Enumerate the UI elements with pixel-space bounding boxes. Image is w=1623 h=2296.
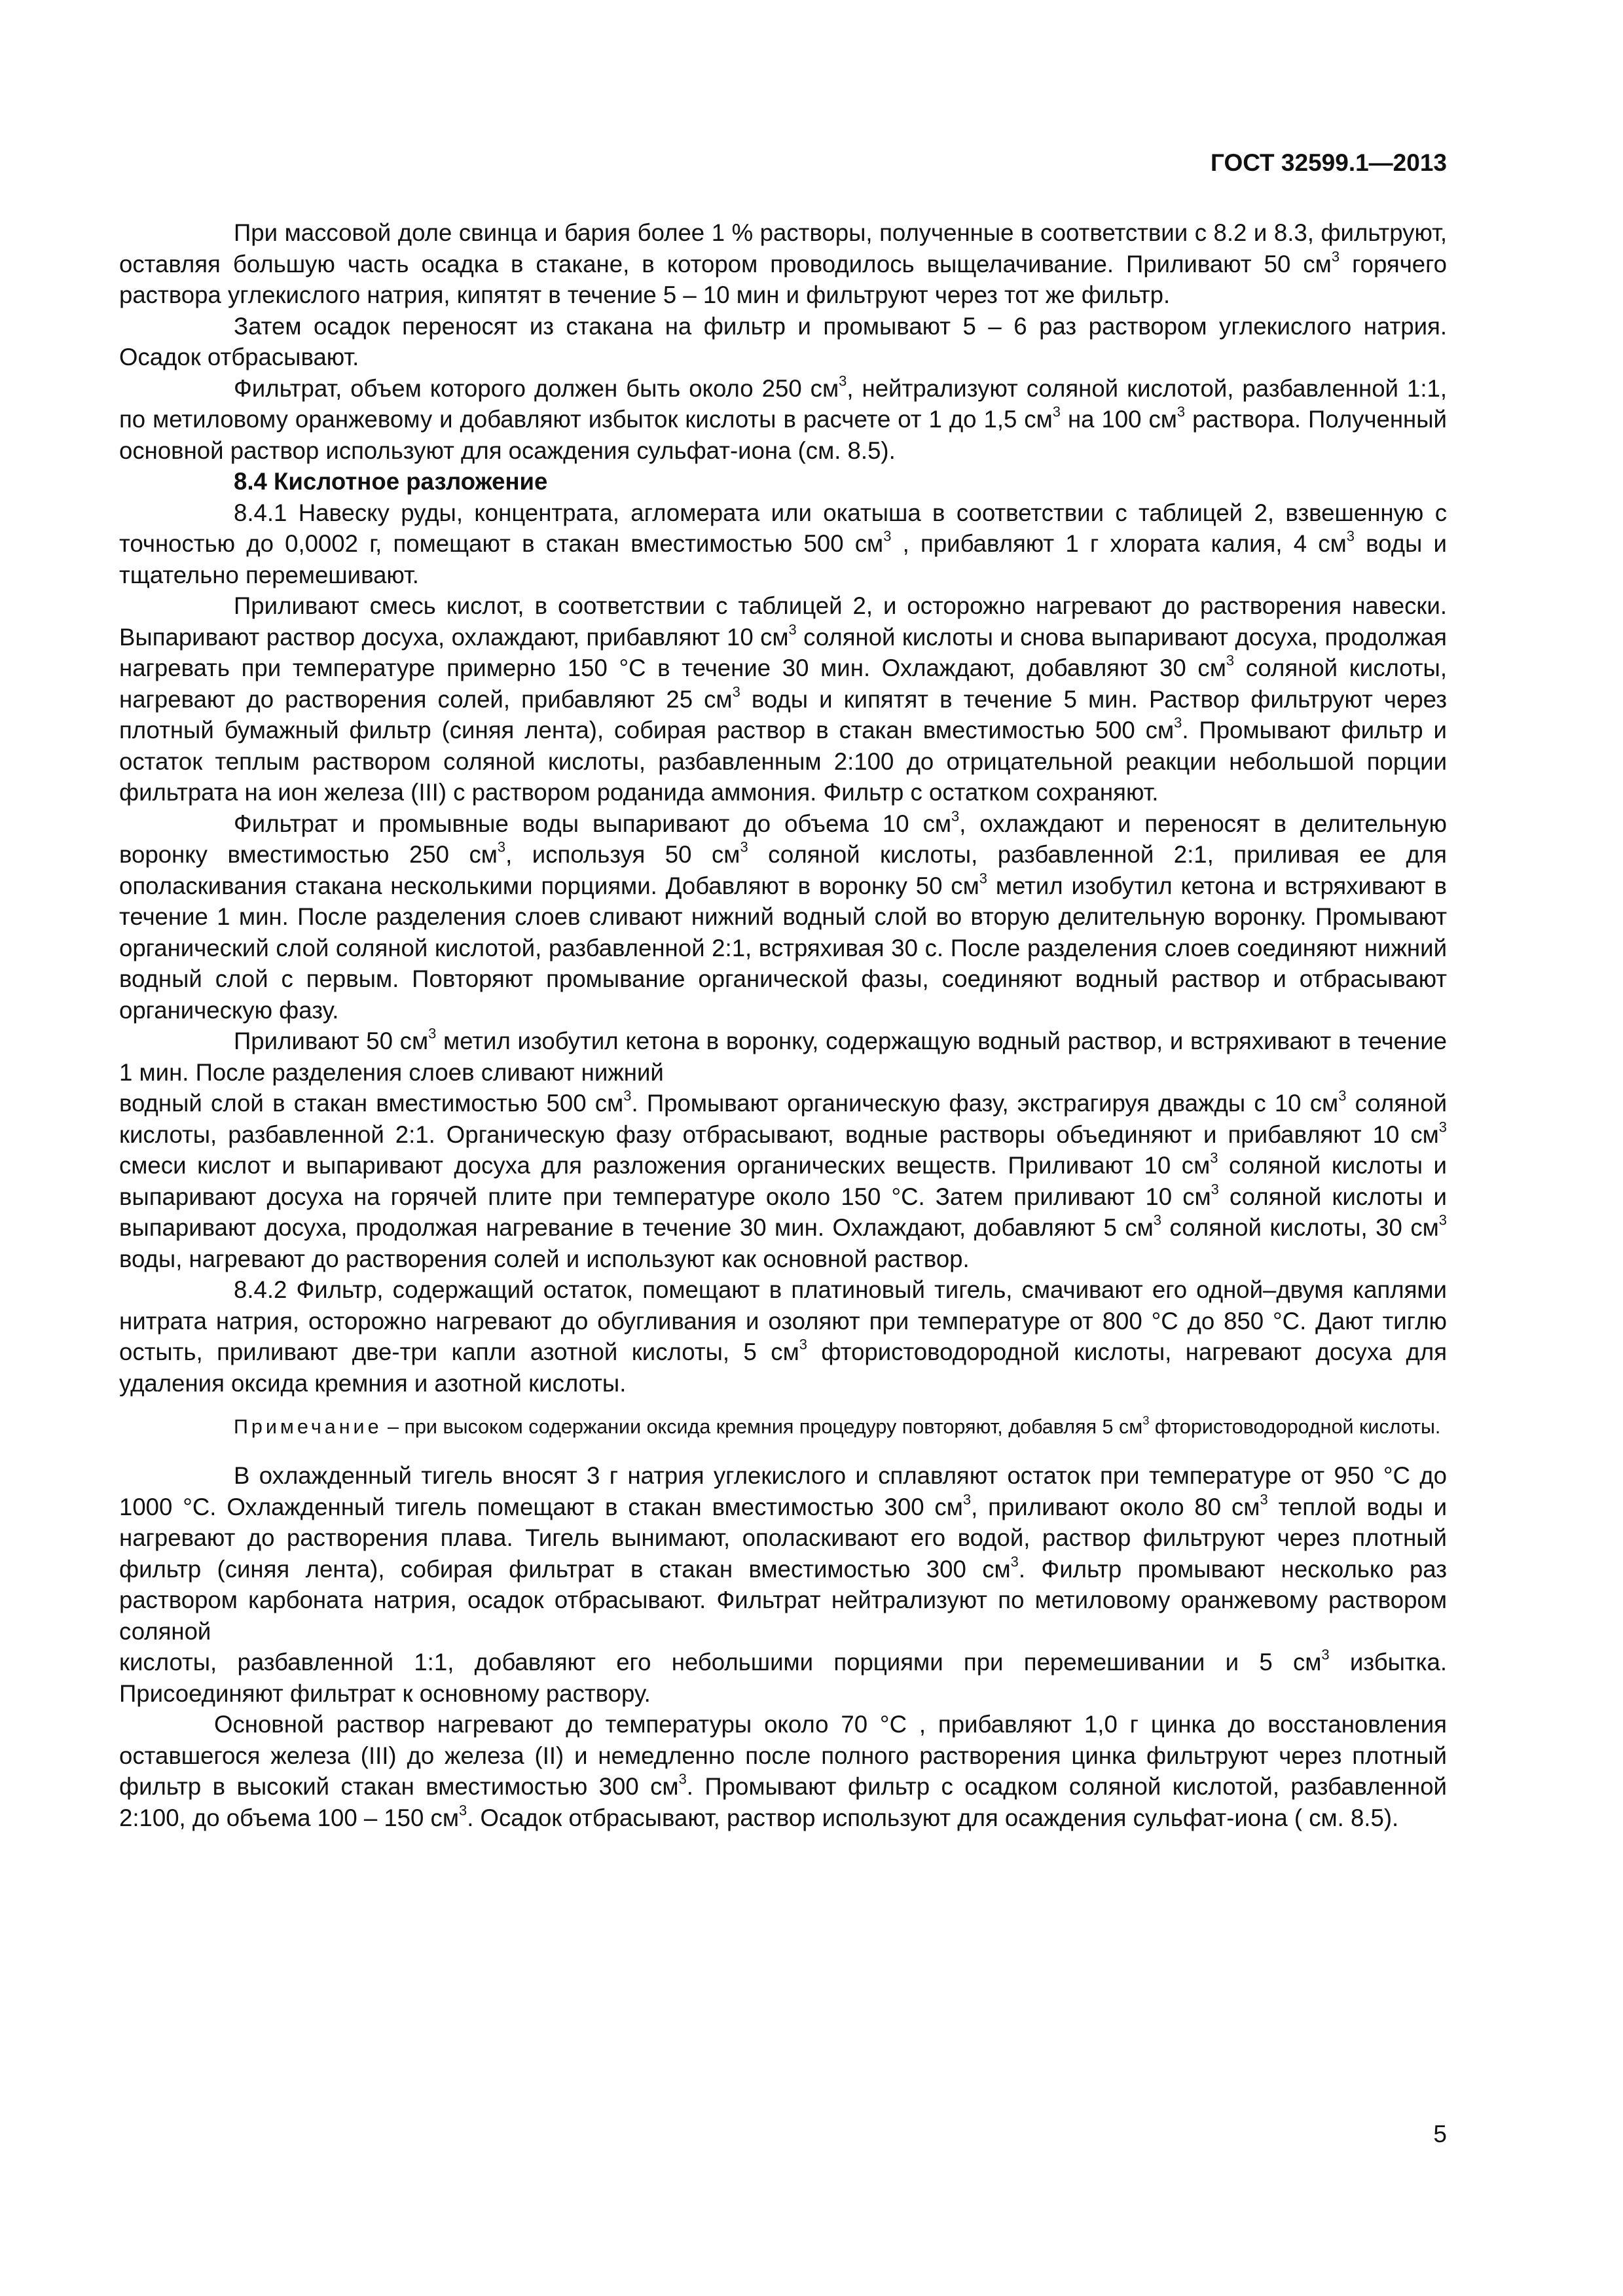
paragraph-separatory-funnel: Фильтрат и промывные воды выпаривают до объема 10 $см^3$, охлаждают и переносят в делительную воронку вместимостью 250 $см^3$, используя 50 $см^3$ соляной кислоты, разбавленной 2:1, приливая ее для ополаскивания стакана несколькими порциями. Добавляют в воронку 50 $см^3$ метил изобутил кетона и встряхивают в течение 1 мин. После разделения слоев сливают нижний водный слой во вторую делительную воронку. Промывают органический слой соляной кислотой, разбавленной 2:1, встряхивая 30 с. После разделения слоев соединяют нижний водный слой с первым. Повторяют промывание органической фазы, соединяют водный раствор и отбрасывают органическую фазу. — [119, 808, 1447, 1024]
paragraph-8-4-2: 8.4.2 Фильтр, содержащий остаток, помещают в платиновый тигель, смачивают его одной–двумя каплями нитрата натрия, осторожно нагревают до обугливания и озоляют при температуре от 800 °С до 850 °С. Дают тиглю остыть, приливают две-три капли азотной кислоты, 5 $см^3$ фтористоводородной кислоты, нагревают досуха для удаления оксида кремния и азотной кислоты. — [119, 1276, 1447, 1397]
paragraph-aqueous-layer: водный слой в стакан вместимостью 500 $см^3$. Промывают органическую фазу, экстрагируя дважды с 10 $см^3$ соляной кислоты, разбавленной 2:1. Органическую фазу отбрасывают, водные растворы объединяют и прибавляют 10 $см^3$ смеси кислот и выпаривают досуха для разложения органических веществ. Приливают 10 $см^3$ соляной кислоты и выпаривают досуха на горячей плите при температуре около 150 °С. Затем приливают 10 $см^3$ соляной кислоты и выпаривают досуха, продолжая нагревание в течение 30 мин. Охлаждают, добавляют 5 $см^3$ соляной кислоты, 30 $см^3$ воды, нагревают до растворения солей и используют как основной раствор. — [119, 1087, 1448, 1272]
section-heading-8-4: 8.4 Кислотное разложение — [234, 468, 548, 495]
paragraph-sediment-transfer: Затем осадок переносят из стакана на фильтр и промывают 5 – 6 раз раствором углекислого натрия. Осадок отбрасывают. — [119, 312, 1447, 370]
paragraph-lead-barium: При массовой доле свинца и бария более 1 % растворы, полученные в соответствии с 8.2 и 8.3, фильтруют, оставляя большую часть осадка в стакане, в котором проводилось выщелачивание. Приливают 50 $см^3$ горячего раствора углекислого натрия, кипятят в течение 5 – 10 мин и фильтруют через тот же фильтр. — [119, 219, 1447, 308]
document-body — [119, 217, 1447, 1833]
paragraph-zinc-reduction: Основной раствор нагревают до температуры около 70 °С , прибавляют 1,0 г цинка до восстановления оставшегося железа (III) до железа (II) и немедленно после полного растворения цинка фильтруют через плотный фильтр в высокий стакан вместимостью 300 $см^3$. Промывают фильтр с осадком соляной кислотой, разбавленной 2:100, до объема 100 – 150 $см^3$. Осадок отбрасывают, раствор используют для осаждения сульфат-иона ( см. 8.5). — [119, 1711, 1447, 1831]
paragraph-filtrate-neutralize: Фильтрат, объем которого должен быть около 250 $см^3$, нейтрализуют соляной кислотой, разбавленной 1:1, по метиловому оранжевому и добавляют избыток кислоты в расчете от 1 до 1,5 $см^3$ на 100 $см^3$ раствора. Полученный основной раствор используют для осаждения сульфат-иона (см. 8.5). — [119, 372, 1447, 464]
note-paragraph: Примечание – при высоком содержании оксида кремния процедуру повторяют, добавляя 5 $см^3$ фтористоводородной кислоты. — [234, 1413, 1441, 1438]
note-label: Примечание — [234, 1416, 382, 1438]
page-number: 5 — [1433, 2121, 1447, 2147]
paragraph-8-4-1: 8.4.1 Навеску руды, концентрата, агломерата или окатыша в соответствии с таблицей 2, взвешенную с точностью до 0,0002 г, помещают в стакан вместимостью 500 $см^3$ , прибавляют 1 г хлората калия, 4 $см^3$ воды и тщательно перемешивают. — [119, 499, 1447, 588]
document-code-header: ГОСТ 32599.1—2013 — [1210, 149, 1447, 176]
paragraph-acid-addition: кислоты, разбавленной 1:1, добавляют его небольшими порциями при перемешивании и 5 $см^3$ избытка. Присоединяют фильтрат к основному раствору. — [119, 1646, 1447, 1707]
paragraph-acid-mixture: Приливают смесь кислот, в соответствии с таблицей 2, и осторожно нагревают до растворения навески. Выпаривают раствор досуха, охлаждают, прибавляют 10 $см^3$ соляной кислоты и снова выпаривают досуха, продолжая нагревать при температуре примерно 150 °С в течение 30 мин. Охлаждают, добавляют 30 $см^3$ соляной кислоты, нагревают до растворения солей, прибавляют 25 $см^3$ воды и кипятят в течение 5 мин. Раствор фильтруют через плотный бумажный фильтр (синяя лента), собирая раствор в стакан вместимостью 500 $см^3$. Промывают фильтр и остаток теплым раствором соляной кислоты, разбавленным 2:100 до отрицательной реакции небольшой порции фильтрата на ион железа (III) с раствором роданида аммония. Фильтр с остатком сохраняют. — [119, 592, 1447, 806]
paragraph-mibk-extraction: Приливают 50 $см^3$ метил изобутил кетона в воронку, содержащую водный раствор, и встряхивают в течение 1 мин. После разделения слоев сливают нижний — [119, 1025, 1447, 1086]
paragraph-crucible-fusion: В охлажденный тигель вносят 3 г натрия углекислого и сплавляют остаток при температуре от 950 °С до 1000 °С. Охлажденный тигель помещают в стакан вместимостью 300 $см^3$, приливают около 80 $см^3$ теплой воды и нагревают до растворения плава. Тигель вынимают, ополаскивают его водой, раствор фильтруют через плотный фильтр (синяя лента), собирая фильтрат в стакан вместимостью 300 $см^3$. Фильтр промывают несколько раз раствором карбоната натрия, осадок отбрасывают. Фильтрат нейтрализуют по метиловому оранжевому раствором соляной — [119, 1462, 1448, 1645]
